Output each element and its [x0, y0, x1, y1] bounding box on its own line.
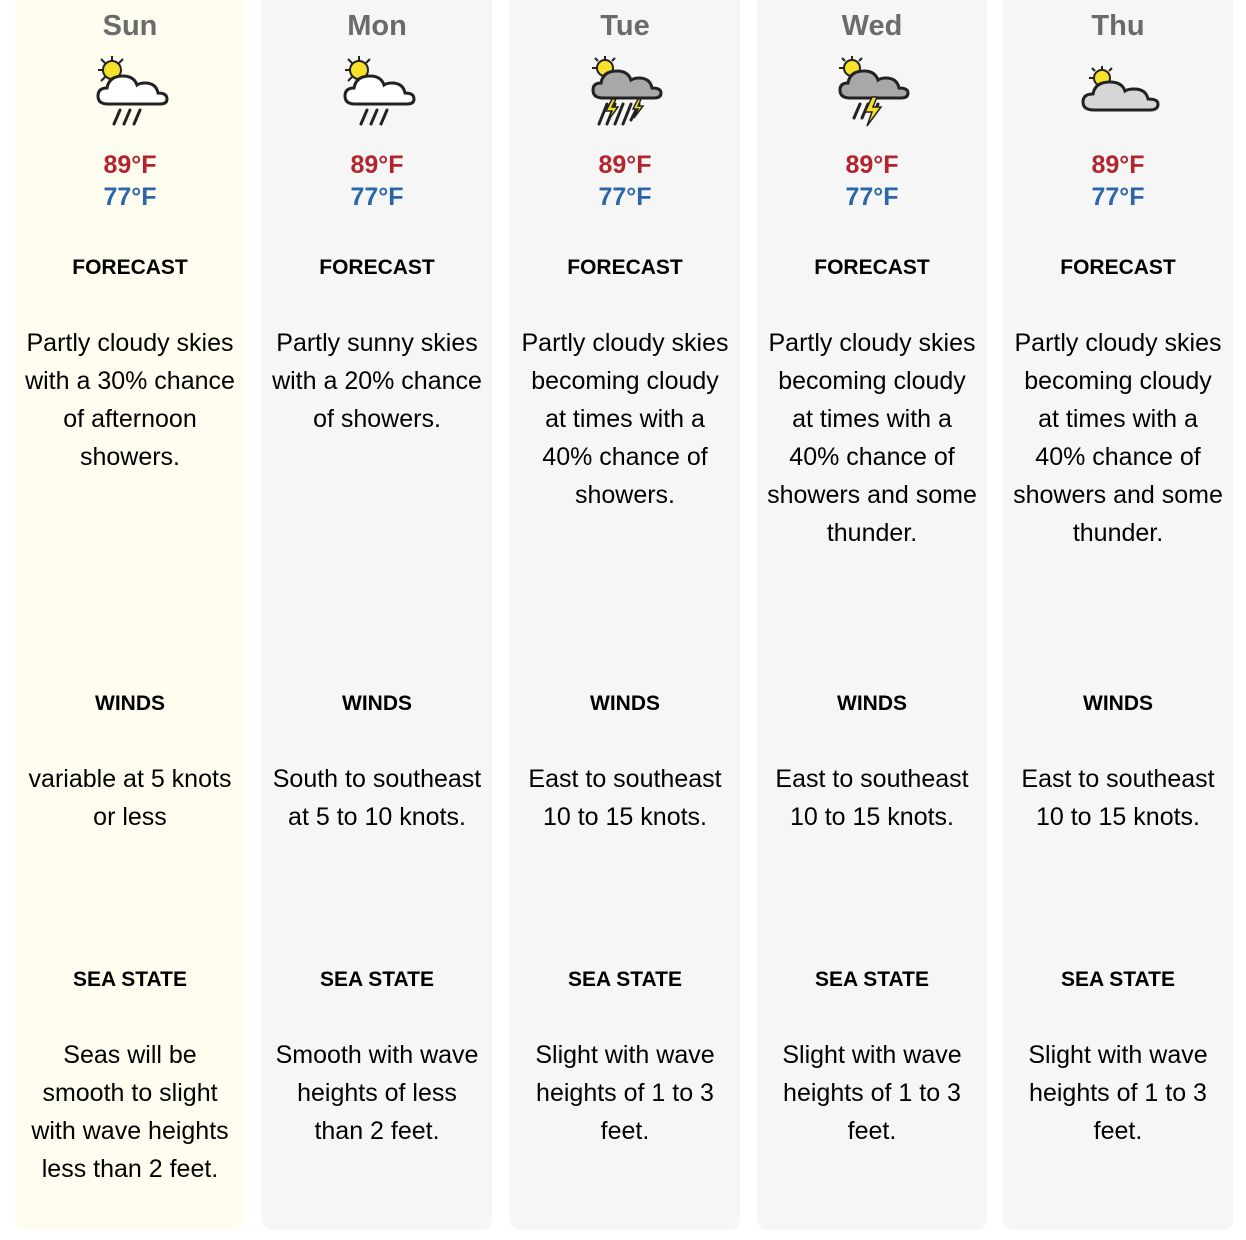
winds-text: variable at 5 knots or less: [28, 765, 232, 831]
forecast-text: Partly cloudy skies becoming cloudy at times with a 40% chance of showers and some thunder.: [767, 329, 977, 547]
forecast-heading: FORECAST: [1060, 256, 1176, 279]
day-name: Mon: [347, 10, 407, 42]
sea-state-text: Seas will be smooth to slight with wave heights less than 2 feet.: [31, 1041, 229, 1183]
day-name: Wed: [841, 10, 903, 42]
forecast-text: Partly cloudy skies becoming cloudy at times with a 40% chance of showers and some thunder.: [1013, 329, 1223, 547]
day-name: Sun: [102, 10, 158, 42]
low-temperature: 77°F: [350, 183, 404, 211]
sea-state-text: Slight with wave heights of 1 to 3 feet.: [535, 1041, 715, 1145]
sea-state-heading: SEA STATE: [815, 968, 929, 991]
forecast-heading: FORECAST: [814, 256, 930, 279]
winds-heading: WINDS: [1083, 692, 1153, 715]
forecast-text: Partly sunny skies with a 20% chance of showers.: [272, 329, 482, 433]
low-temperature: 77°F: [598, 183, 652, 211]
day-column-wed: [757, 0, 987, 1230]
day-column-mon: [262, 0, 492, 1230]
winds-text: South to southeast at 5 to 10 knots.: [272, 765, 482, 831]
winds-text: East to southeast 10 to 15 knots.: [528, 765, 722, 831]
forecast-text: Partly cloudy skies with a 30% chance of afternoon showers.: [25, 329, 235, 471]
high-temperature: 89°F: [845, 151, 899, 179]
low-temperature: 77°F: [1091, 183, 1145, 211]
heavy-showers-thunder-icon: [585, 52, 669, 132]
winds-heading: WINDS: [837, 692, 907, 715]
sea-state-heading: SEA STATE: [73, 968, 187, 991]
winds-heading: WINDS: [95, 692, 165, 715]
high-temperature: 89°F: [350, 151, 404, 179]
winds-text: East to southeast 10 to 15 knots.: [775, 765, 969, 831]
day-name: Tue: [600, 10, 650, 42]
sea-state-text: Slight with wave heights of 1 to 3 feet.: [1028, 1041, 1208, 1145]
winds-text: East to southeast 10 to 15 knots.: [1021, 765, 1215, 831]
partly-cloudy-icon: [1078, 52, 1162, 132]
low-temperature: 77°F: [103, 183, 157, 211]
sea-state-heading: SEA STATE: [1061, 968, 1175, 991]
day-name: Thu: [1091, 10, 1145, 42]
partly-cloudy-showers-icon: [337, 52, 421, 132]
sea-state-text: Smooth with wave heights of less than 2 feet.: [275, 1041, 479, 1145]
high-temperature: 89°F: [1091, 151, 1145, 179]
high-temperature: 89°F: [598, 151, 652, 179]
winds-heading: WINDS: [342, 692, 412, 715]
thunderstorm-icon: [832, 52, 916, 132]
day-column-thu: [1003, 0, 1233, 1230]
low-temperature: 77°F: [845, 183, 899, 211]
day-column-sun: [15, 0, 245, 1230]
high-temperature: 89°F: [103, 151, 157, 179]
sea-state-text: Slight with wave heights of 1 to 3 feet.: [782, 1041, 962, 1145]
sea-state-heading: SEA STATE: [568, 968, 682, 991]
forecast-heading: FORECAST: [72, 256, 188, 279]
day-column-tue: [510, 0, 740, 1230]
forecast-heading: FORECAST: [319, 256, 435, 279]
forecast-text: Partly cloudy skies becoming cloudy at times with a 40% chance of showers.: [521, 329, 729, 509]
partly-cloudy-showers-icon: [90, 52, 174, 132]
winds-heading: WINDS: [590, 692, 660, 715]
forecast-heading: FORECAST: [567, 256, 683, 279]
sea-state-heading: SEA STATE: [320, 968, 434, 991]
